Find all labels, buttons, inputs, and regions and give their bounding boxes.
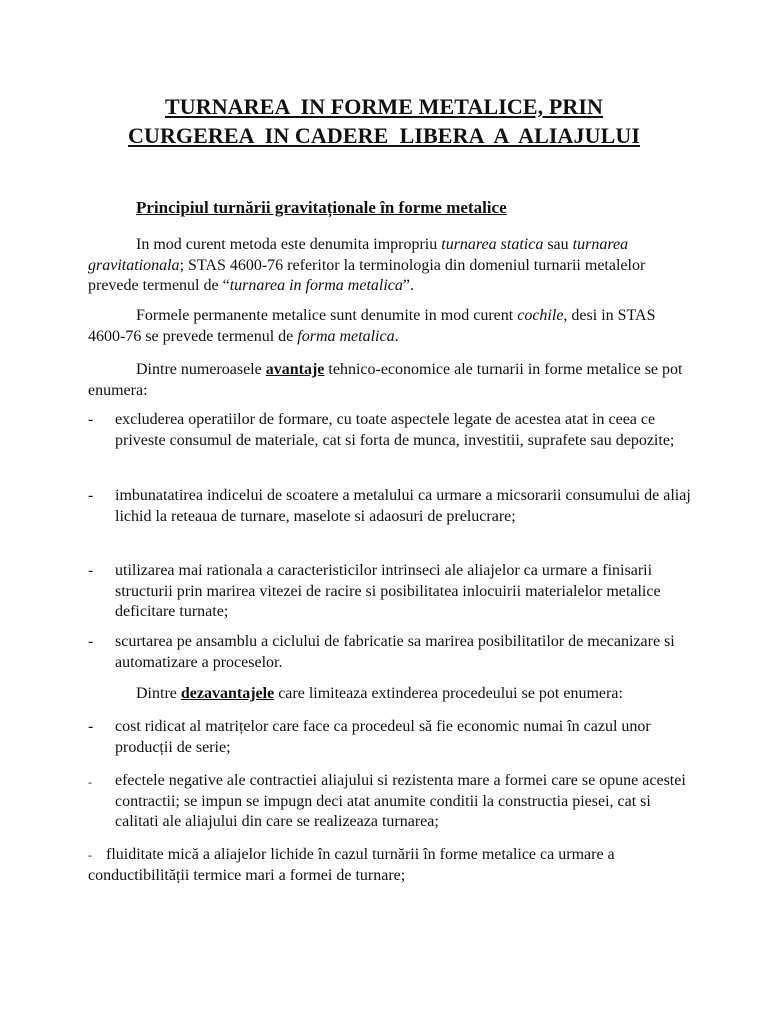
list-item-text: fluiditate mică a aliajelor lichide în cazul turnării în forme metalice ca urmare a conductibilității termice mari a formei de turnare; — [88, 846, 615, 884]
p2-text-3: . — [394, 327, 399, 345]
list-item — [88, 717, 698, 758]
disadvantages-keyword: dezavantajele — [180, 685, 275, 702]
paragraph-advantages-intro — [88, 360, 688, 401]
dash-bullet: - — [88, 487, 94, 504]
p4-text-2: care limiteaza extinderea procedeului se pot enumera: — [274, 685, 623, 702]
paragraph-terminology — [88, 235, 688, 297]
p4-text-1: Dintre — [136, 685, 181, 702]
dash-bullet: - — [88, 848, 92, 862]
dash-bullet: - — [88, 718, 94, 735]
p3-text-2: tehnico-economice ale turnarii in forme metalice se pot enumera: — [88, 361, 683, 399]
list-item — [88, 486, 698, 527]
p1-italic-3: turnarea in forma metalica — [229, 277, 403, 294]
document-title: TURNAREA IN FORME METALICE, PRIN CURGEREA IN CADERE LIBERA A ALIAJULUI — [127, 94, 641, 148]
list-item — [88, 632, 698, 673]
list-item-text: scurtarea pe ansamblu a ciclului de fabricatie sa marirea posibilitatilor de mecanizare si automatizare a proceselor. — [115, 633, 675, 671]
p2-italic-1: cochile — [517, 307, 564, 324]
list-item-text: utilizarea mai rationala a caracteristicilor intrinseci ale aliajelor ca urmare a finisarii structurii prin marirea vitezei de racire si posibilitatea inlocuirii materialelor metalice deficitare turnate; — [115, 562, 661, 620]
p1-italic-1: turnarea statica — [441, 236, 544, 253]
paragraph-disadvantages-intro — [88, 684, 688, 705]
list-item — [88, 845, 698, 886]
section-heading: Principiul turnării gravitaționale în forme metalice — [136, 198, 507, 217]
dash-bullet: - — [88, 411, 94, 428]
dash-bullet: - — [88, 775, 92, 789]
p2-text-1: Formele permanente metalice sunt denumite in mod curent — [136, 307, 518, 324]
paragraph-cochile — [88, 306, 688, 347]
p3-text-1: Dintre numeroasele — [136, 361, 266, 378]
list-item — [88, 561, 698, 623]
advantages-keyword: avantaje — [265, 361, 325, 378]
list-item-text: efectele negative ale contractiei aliajului si rezistenta mare a formei care se opune acestei contractii; se impun se impugn deci atat anumite conditii la constructia piesei, cat si calitati ale aliajului din care se realizeaza turnarea; — [115, 772, 686, 830]
p2-italic-2: forma metalica — [297, 327, 395, 345]
p2-text-2: , desi in STAS 4600-76 se prevede termenul de — [88, 307, 656, 345]
p1-text-3: ; STAS 4600-76 referitor la terminologia din domeniul turnarii metalelor prevede termenul de “ — [88, 256, 646, 294]
dash-bullet: - — [88, 562, 94, 579]
p1-text-2: sau — [543, 236, 573, 253]
list-item-text: imbunatatirea indicelui de scoatere a metalului ca urmare a micsorarii consumului de aliaj lichid la reteaua de turnare, maselote si adaosuri de prelucrare; — [115, 487, 691, 525]
p1-text-4: ”. — [402, 277, 414, 294]
p1-italic-2: turnarea gravitationala — [88, 236, 629, 274]
list-item — [88, 771, 698, 833]
list-item — [88, 410, 698, 451]
dash-bullet: - — [88, 633, 94, 650]
list-item-text: excluderea operatiilor de formare, cu toate aspectele legate de acestea atat in ceea ce priveste consumul de materiale, cat si forta de munca, investitii, suprafete sau depozite; — [115, 411, 675, 449]
p1-text-1: In mod curent metoda este denumita impropriu — [136, 236, 442, 253]
list-item-text: cost ridicat al matrițelor care face ca procedeul să fie economic numai în cazul unor producții de serie; — [115, 718, 651, 756]
